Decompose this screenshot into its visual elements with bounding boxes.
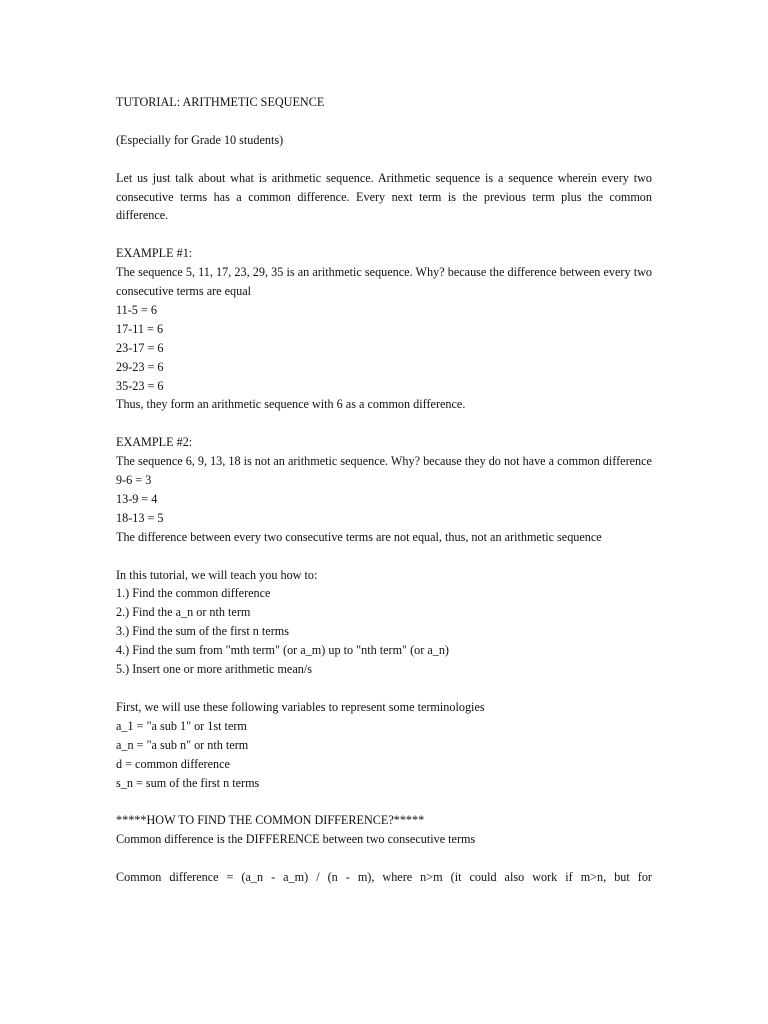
example-1-heading: EXAMPLE #1:	[116, 246, 193, 261]
example-1-text: The sequence 5, 11, 17, 23, 29, 35 is an arithmetic sequence. Why? because the difference between every two consecutive terms are equal	[116, 265, 652, 299]
spacer	[116, 414, 652, 433]
example-2-step: 18-13 = 5	[116, 510, 164, 525]
document-page	[116, 93, 652, 887]
goal-item: 3.) Find the sum of the first n terms	[116, 624, 289, 639]
variable-item: d = common difference	[116, 756, 230, 771]
example-1-step: 11-5 = 6	[116, 302, 157, 317]
example-1-step: 29-23 = 6	[116, 359, 164, 374]
example-2-step: 13-9 = 4	[116, 491, 158, 506]
example-2-conclusion: The difference between every two consecutive terms are not equal, thus, not an arithmetic sequence	[116, 529, 602, 544]
common-difference-definition: Common difference is the DIFFERENCE between two consecutive terms	[116, 832, 476, 847]
goal-item: 5.) Insert one or more arithmetic mean/s	[116, 662, 312, 677]
example-1-conclusion: Thus, they form an arithmetic sequence with 6 as a common difference.	[116, 397, 466, 412]
example-2-text: The sequence 6, 9, 13, 18 is not an arithmetic sequence. Why? because they do not have a common difference	[116, 454, 652, 469]
variable-item: s_n = sum of the first n terms	[116, 775, 260, 790]
spacer	[116, 112, 652, 131]
common-difference-heading: *****HOW TO FIND THE COMMON DIFFERENCE?*****	[116, 813, 425, 828]
variable-item: a_n = "a sub n" or nth term	[116, 737, 249, 752]
document-subtitle: (Especially for Grade 10 students)	[116, 132, 284, 147]
intro-paragraph: Let us just talk about what is arithmetic sequence. Arithmetic sequence is a sequence wherein every two consecutive terms has a common difference. Every next term is the previous term plus the common difference.	[116, 170, 652, 223]
goal-item: 1.) Find the common difference	[116, 586, 271, 601]
common-difference-formula: Common difference = (a_n - a_m) / (n - m), where n>m (it could also work if m>n, but for	[116, 870, 652, 885]
variable-item: a_1 = "a sub 1" or 1st term	[116, 718, 247, 733]
example-2-step: 9-6 = 3	[116, 473, 152, 488]
spacer	[116, 547, 652, 566]
spacer	[116, 849, 652, 868]
example-1-step: 17-11 = 6	[116, 321, 164, 336]
spacer	[116, 792, 652, 811]
spacer	[116, 679, 652, 698]
spacer	[116, 225, 652, 244]
variables-intro: First, we will use these following variables to represent some terminologies	[116, 699, 485, 714]
goal-item: 4.) Find the sum from "mth term" (or a_m) up to "nth term" (or a_n)	[116, 643, 449, 658]
goal-item: 2.) Find the a_n or nth term	[116, 605, 251, 620]
spacer	[116, 150, 652, 169]
example-1-step: 35-23 = 6	[116, 378, 164, 393]
example-1-step: 23-17 = 6	[116, 340, 164, 355]
goals-intro: In this tutorial, we will teach you how to:	[116, 567, 318, 582]
document-title: TUTORIAL: ARITHMETIC SEQUENCE	[116, 95, 325, 109]
example-2-heading: EXAMPLE #2:	[116, 435, 193, 450]
